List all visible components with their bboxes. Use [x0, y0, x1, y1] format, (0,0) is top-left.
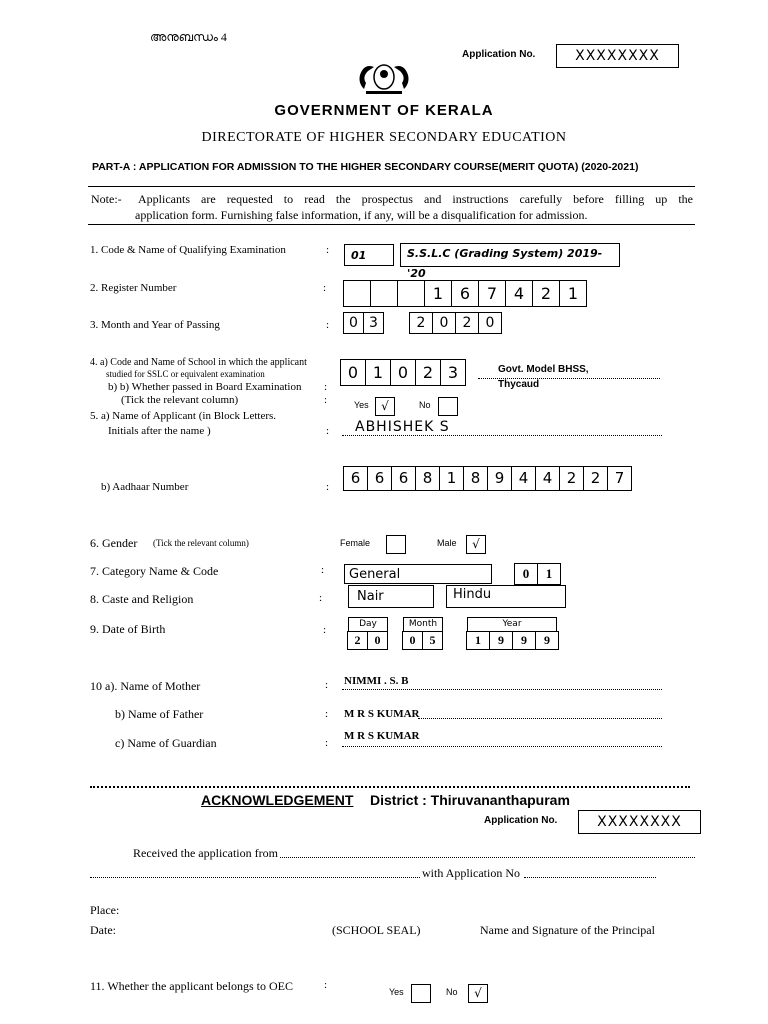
q1-code-field[interactable]: 01 — [344, 244, 394, 266]
acknowledgement-district: District : Thiruvananthapuram — [370, 792, 570, 808]
pass-month-digit[interactable]: 3 — [363, 312, 384, 334]
category-code-digit[interactable]: 1 — [537, 563, 561, 585]
ack-application-no-label: Application No. — [484, 815, 558, 826]
pass-year-boxes[interactable] — [410, 312, 502, 334]
male-label: Male — [437, 538, 457, 548]
q10b-colon: : — [325, 708, 329, 720]
caste-field[interactable]: Nair — [348, 585, 434, 608]
pass-month-digit[interactable]: 0 — [343, 312, 364, 334]
register-digit[interactable]: 6 — [451, 280, 479, 307]
male-checkbox[interactable]: √ — [466, 535, 486, 554]
q11-no-label: No — [446, 987, 458, 997]
q4b-no-checkbox[interactable] — [438, 397, 458, 416]
dob-month-boxes[interactable] — [403, 631, 443, 650]
dob-day-boxes[interactable] — [348, 631, 388, 650]
q2-colon: : — [323, 282, 327, 294]
dob-year-digit[interactable]: 9 — [489, 631, 513, 650]
dob-year-digit[interactable]: 9 — [535, 631, 559, 650]
aadhaar-digit[interactable]: 6 — [391, 466, 416, 491]
female-checkbox[interactable] — [386, 535, 406, 554]
aadhaar-digit[interactable]: 7 — [607, 466, 632, 491]
school-name-line-1[interactable]: Govt. Model BHSS, — [498, 364, 589, 375]
mother-name-dotted-line — [342, 689, 662, 690]
religion-field[interactable]: Hindu — [446, 585, 566, 608]
q5a-label-1: 5. a) Name of Applicant (in Block Letters. — [90, 410, 277, 422]
note-line-2: application form. Furnishing false information, if any, will be a disqualification for admission. — [135, 208, 588, 222]
application-no-field[interactable]: XXXXXXXX — [556, 44, 679, 68]
q4b-label-2: (Tick the relevant column) — [121, 394, 239, 406]
q9-label: 9. Date of Birth — [90, 622, 166, 636]
aadhaar-digit[interactable]: 6 — [367, 466, 392, 491]
aadhaar-digit[interactable]: 2 — [559, 466, 584, 491]
with-application-no-dotted-line — [524, 877, 656, 878]
dob-month-digit[interactable]: 5 — [422, 631, 443, 650]
received-from-dotted-line-2 — [90, 877, 420, 878]
q1-label: 1. Code & Name of Qualifying Examination — [90, 244, 286, 256]
q11-yes-checkbox[interactable] — [411, 984, 431, 1003]
q11-colon: : — [324, 979, 328, 991]
female-label: Female — [340, 538, 371, 548]
dob-year-digit[interactable]: 1 — [466, 631, 490, 650]
dob-month-header: Month — [403, 617, 443, 632]
q11-no-checkbox[interactable]: √ — [468, 984, 488, 1003]
q4b-yes-checkbox[interactable]: √ — [375, 397, 395, 416]
school-seal-label: (SCHOOL SEAL) — [332, 923, 421, 937]
q5a-colon: : — [326, 425, 330, 437]
q11-yes-label: Yes — [389, 987, 404, 997]
directorate-title: DIRECTORATE OF HIGHER SECONDARY EDUCATION — [201, 130, 567, 145]
school-name-line-2[interactable]: Thycaud — [498, 379, 540, 390]
q6-label: 6. Gender — [90, 536, 138, 550]
register-digit[interactable]: 2 — [532, 280, 560, 307]
q8-colon: : — [319, 592, 323, 604]
q4a-label-2: studied for SSLC or equivalent examination — [106, 369, 265, 379]
pass-year-digit[interactable]: 0 — [432, 312, 456, 334]
dob-year-header: Year — [467, 617, 557, 632]
q4b-label-1: b) b) Whether passed in Board Examination — [108, 381, 302, 393]
aadhaar-digit[interactable]: 8 — [463, 466, 488, 491]
pass-year-digit[interactable]: 0 — [478, 312, 502, 334]
note-bottom-divider — [88, 224, 695, 225]
aadhaar-digit[interactable]: 8 — [415, 466, 440, 491]
note-label: Note:- — [91, 192, 122, 206]
dob-year-digit[interactable]: 9 — [512, 631, 536, 650]
pass-month-boxes[interactable] — [344, 312, 384, 334]
dob-day-digit[interactable]: 0 — [367, 631, 388, 650]
q3-label: 3. Month and Year of Passing — [90, 319, 220, 331]
father-name-dotted-line — [418, 718, 662, 719]
q5a-label-2: Initials after the name ) — [108, 425, 211, 437]
school-code-digit[interactable]: 0 — [390, 359, 416, 386]
part-title: PART-A : APPLICATION FOR ADMISSION TO THE HIGHER SECONDARY COURSE(MERIT QUOTA) (2020-2021) — [92, 161, 639, 173]
received-from-label: Received the application from — [133, 846, 278, 860]
dob-day-header: Day — [348, 617, 388, 632]
dob-day-digit[interactable]: 2 — [347, 631, 368, 650]
kerala-emblem-icon — [354, 55, 414, 97]
q2-label: 2. Register Number — [90, 282, 177, 294]
applicant-name-value[interactable]: ABHISHEK S — [355, 419, 450, 435]
q11-label: 11. Whether the applicant belongs to OEC — [90, 979, 293, 993]
application-no-label: Application No. — [462, 49, 536, 60]
q10a-colon: : — [325, 679, 329, 691]
aadhaar-digit[interactable]: 1 — [439, 466, 464, 491]
received-from-dotted-line — [280, 857, 695, 858]
aadhaar-digit[interactable]: 6 — [343, 466, 368, 491]
q4b-yes-label: Yes — [354, 400, 369, 410]
category-code-digit[interactable]: 0 — [514, 563, 538, 585]
register-digit[interactable] — [370, 280, 398, 307]
q9-colon: : — [323, 624, 327, 636]
q5b-colon: : — [326, 481, 330, 493]
cut-line — [90, 786, 690, 788]
q4b-colon: : — [324, 381, 328, 393]
q10c-colon: : — [325, 737, 329, 749]
aadhaar-boxes[interactable] — [344, 466, 632, 491]
ack-application-no-field[interactable]: XXXXXXXX — [578, 810, 701, 834]
mother-name-value[interactable]: NIMMI . S. B — [344, 675, 409, 687]
register-digit[interactable]: 1 — [559, 280, 587, 307]
q10c-label: c) Name of Guardian — [115, 736, 217, 750]
note-top-divider — [88, 186, 695, 187]
school-code-digit[interactable]: 1 — [365, 359, 391, 386]
register-digit[interactable]: 7 — [478, 280, 506, 307]
annexure-label: അനുബന്ധം 4 — [150, 30, 227, 44]
q7-colon: : — [321, 564, 325, 576]
category-code-boxes[interactable] — [515, 563, 561, 585]
school-code-digit[interactable]: 3 — [440, 359, 466, 386]
school-code-boxes[interactable] — [341, 359, 466, 386]
note-line-1: Applicants are requested to read the prospectus and instructions carefully before filling up the — [138, 192, 693, 206]
q8-label: 8. Caste and Religion — [90, 592, 194, 606]
register-digit[interactable] — [343, 280, 371, 307]
q7-label: 7. Category Name & Code — [90, 564, 219, 578]
q10b-label: b) Name of Father — [115, 707, 204, 721]
place-label: Place: — [90, 903, 120, 917]
aadhaar-digit[interactable]: 9 — [487, 466, 512, 491]
q10a-label: 10 a). Name of Mother — [90, 679, 201, 693]
school-code-digit[interactable]: 0 — [340, 359, 366, 386]
dob-year-boxes[interactable] — [467, 631, 559, 650]
q5b-label: b) Aadhaar Number — [101, 481, 189, 493]
q1-colon: : — [326, 244, 330, 256]
guardian-name-dotted-line — [342, 746, 662, 747]
school-code-digit[interactable]: 2 — [415, 359, 441, 386]
acknowledgement-title: ACKNOWLEDGEMENT — [201, 792, 354, 808]
principal-signature-label: Name and Signature of the Principal — [480, 923, 655, 937]
q4a-label-1: 4. a) Code and Name of School in which the applicant — [90, 357, 307, 368]
category-name-field[interactable]: General — [344, 564, 492, 584]
with-application-no-label: with Application No — [422, 866, 520, 880]
q4b-no-label: No — [419, 400, 431, 410]
aadhaar-digit[interactable]: 4 — [535, 466, 560, 491]
aadhaar-digit[interactable]: 2 — [583, 466, 608, 491]
pass-year-digit[interactable]: 2 — [455, 312, 479, 334]
register-digit[interactable] — [397, 280, 425, 307]
register-number-boxes[interactable] — [344, 280, 587, 307]
q4b-colon-2: : — [324, 394, 328, 406]
q3-colon: : — [326, 319, 330, 331]
q1-name-field[interactable]: S.S.L.C (Grading System) 2019-'20 — [400, 243, 620, 267]
father-name-value[interactable]: M R S KUMAR — [344, 708, 420, 720]
register-digit[interactable]: 4 — [505, 280, 533, 307]
guardian-name-value[interactable]: M R S KUMAR — [344, 730, 420, 742]
aadhaar-digit[interactable]: 4 — [511, 466, 536, 491]
government-title: GOVERNMENT OF KERALA — [274, 102, 494, 119]
register-digit[interactable]: 1 — [424, 280, 452, 307]
applicant-name-dotted-line — [342, 435, 662, 436]
pass-year-digit[interactable]: 2 — [409, 312, 433, 334]
dob-month-digit[interactable]: 0 — [402, 631, 423, 650]
q6-hint: (Tick the relevant column) — [153, 538, 249, 548]
date-label: Date: — [90, 923, 116, 937]
